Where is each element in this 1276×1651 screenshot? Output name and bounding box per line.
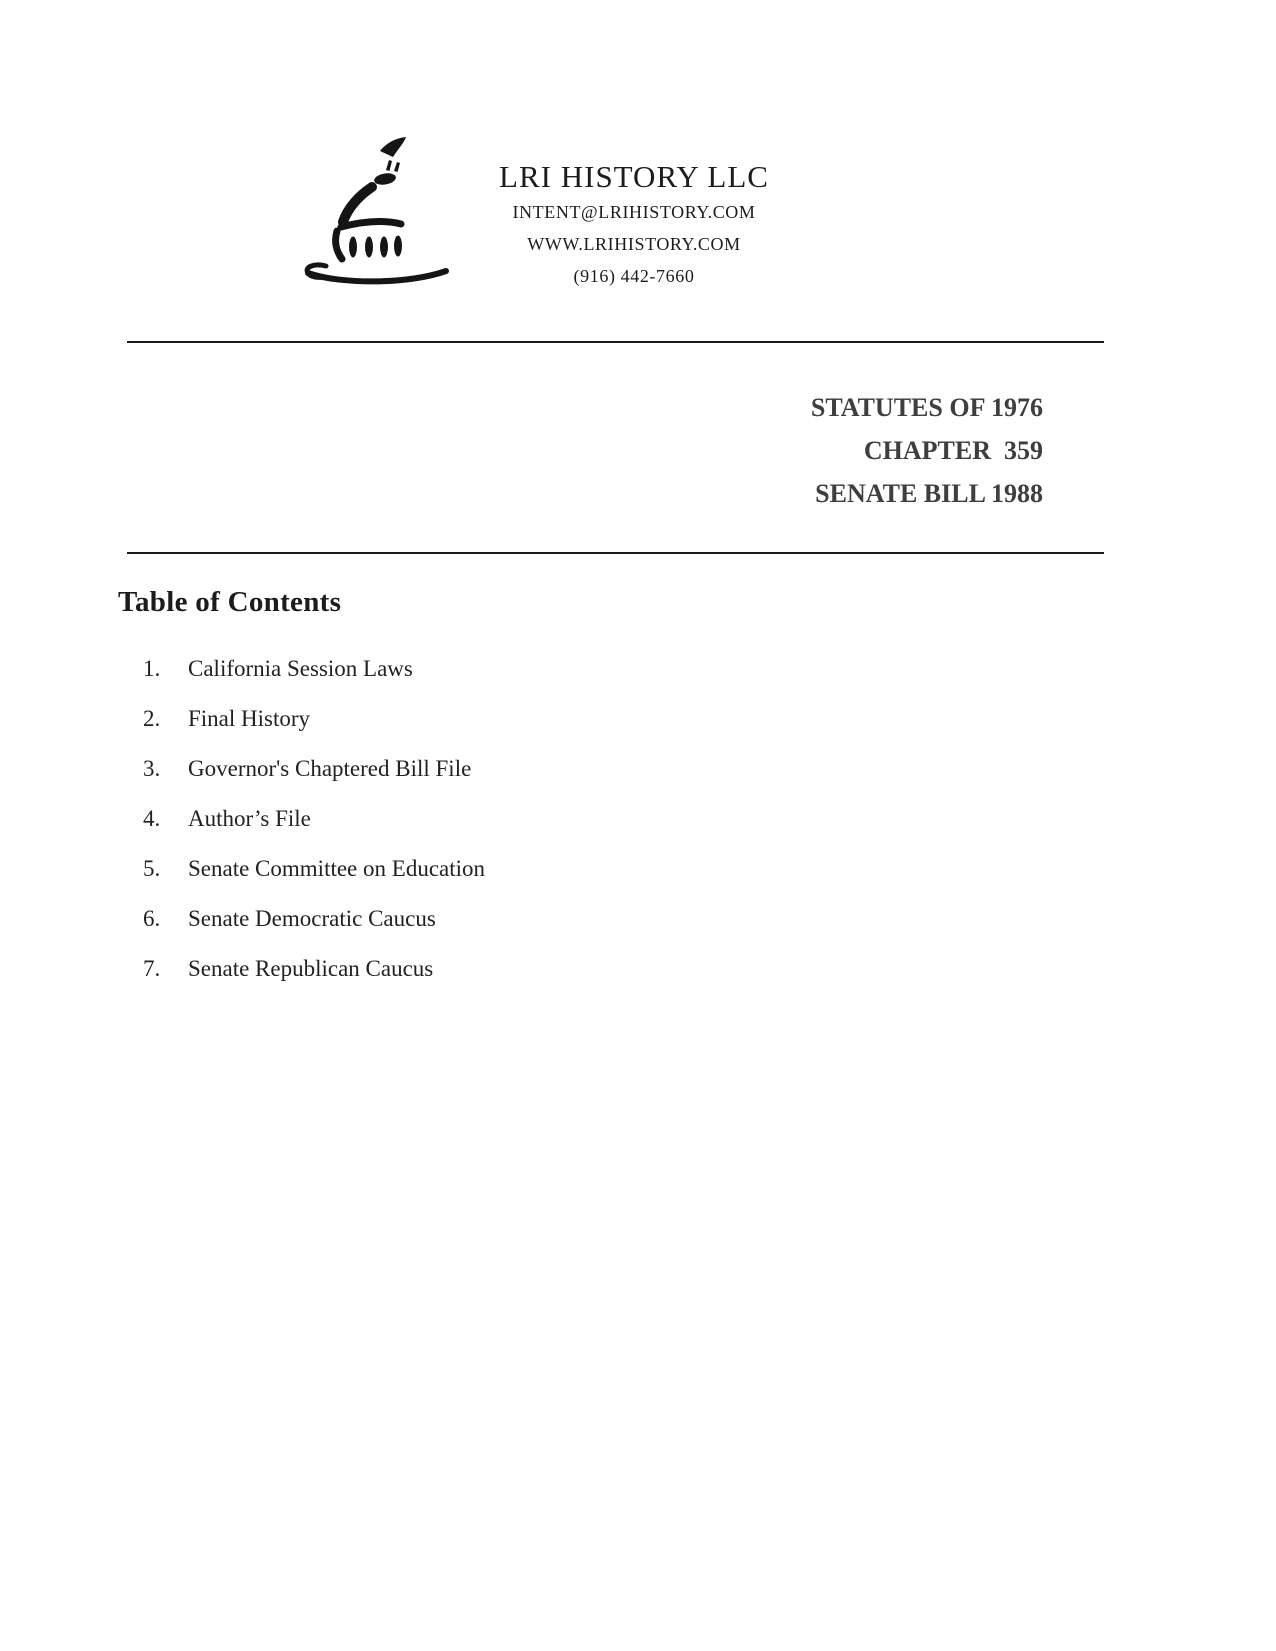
- toc-item-number: 2.: [143, 706, 161, 731]
- toc-item-label: Final History: [188, 706, 311, 731]
- company-website: WWW.LRIHISTORY.COM: [527, 234, 741, 254]
- toc-item-label: Senate Republican Caucus: [188, 956, 434, 981]
- senate-bill-line: SENATE BILL 1988: [815, 479, 1043, 508]
- toc-item: [143, 654, 843, 704]
- toc-item-label: Author’s File: [188, 806, 311, 831]
- toc-item-label: California Session Laws: [188, 656, 413, 681]
- toc-item-number: 7.: [143, 956, 161, 981]
- toc-item-number: 5.: [143, 856, 161, 881]
- chapter-line: CHAPTER 359: [863, 436, 1043, 465]
- toc-item: [143, 904, 843, 954]
- statutes-line: STATUTES OF 1976: [810, 393, 1043, 422]
- case-header-block: [500, 386, 1043, 515]
- toc-item-number: 6.: [143, 906, 161, 931]
- toc-item-label: Senate Committee on Education: [188, 856, 486, 881]
- toc-title: Table of Contents: [118, 586, 342, 618]
- toc-item: [143, 754, 843, 804]
- toc-item: [143, 704, 843, 754]
- company-email: INTENT@LRIHISTORY.COM: [512, 202, 756, 222]
- toc-item-number: 4.: [143, 806, 161, 831]
- divider-bottom: [127, 552, 1104, 554]
- divider-top: [127, 341, 1104, 343]
- company-header: [300, 158, 968, 292]
- toc-item: [143, 954, 843, 1004]
- toc-item: [143, 804, 843, 854]
- toc-list: [143, 654, 843, 1004]
- company-name: LRI HISTORY LLC: [499, 159, 769, 194]
- toc-item-label: Governor's Chaptered Bill File: [188, 756, 472, 781]
- company-phone: (916) 442-7660: [573, 266, 695, 286]
- toc-item: [143, 854, 843, 904]
- toc-item-number: 3.: [143, 756, 161, 781]
- toc-item-number: 1.: [143, 656, 161, 681]
- toc-item-label: Senate Democratic Caucus: [188, 906, 436, 931]
